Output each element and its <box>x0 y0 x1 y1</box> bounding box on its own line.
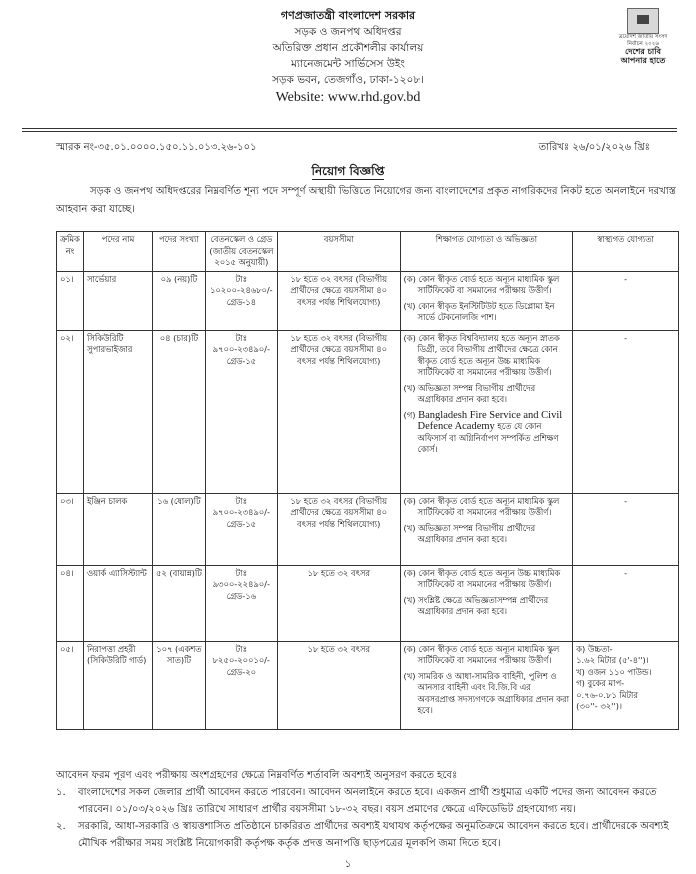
letterhead <box>0 8 696 107</box>
cell-scale: টাঃ ১০২০০-২৪৬৮০/- গ্রেড-১৪ <box>205 271 277 330</box>
cell-count: ১৬ (ষোল)টি <box>152 493 205 565</box>
cell-qualification <box>400 641 573 729</box>
qualification-item <box>404 410 570 456</box>
condition-text: বাংলাদেশের সকল জেলার প্রার্থী আবেদন করতে পারবেন। আবেদন অনলাইনে করতে হবে। একজন প্রার্থী শুধুমাত্র একটি পদের জন্য আবেদন করতে পারবেন। ০১/০৩/২০২৬ খ্রিঃ তারিখে সাধারণ প্রার্থীর বয়সসীমা ১৮-৩২ বছর। বয়স প্রমাণের ক্ষেত্রে এফিডেভিট গ্রহণযোগ্য নয়। <box>78 787 657 815</box>
health-line: গ) বুকের মাপ- <box>576 678 625 688</box>
cell-scale: টাঃ ৯৭০০-২৩৪৯০/- গ্রেড-১৫ <box>205 330 277 493</box>
cell-serial: ০৩। <box>57 493 84 565</box>
cell-age: ১৮ হতে ৩২ বৎসর (বিভাগীয় প্রার্থীদের ক্ষেত্রে বয়সসীমা ৪০ বৎসর পর্যন্ত শিথিলযোগ্য) <box>277 493 400 565</box>
condition-text: সরকারি, আধা-সরকারি ও স্বায়ত্তশাসিত প্রতিষ্ঠানে চাকরিরত প্রার্থীদের অবশ্যই যথাযথ কর্তৃপক্ষের অনুমতিক্রমে আবেদন করতে হবে। প্রার্থীদেরকে অবশ্যই মৌখিক পরীক্ষার সময় সংশ্লিষ্ট নিয়োগকারী কর্তৃপক্ষ কর্তৃক প্রদত্ত অনাপত্তি ছাড়পত্রের মূলকপি জমা দিতে হবে। <box>78 821 669 849</box>
qualification-item: (খ) সামরিক ও আধা-সামরিক বাহিনী, পুলিশ ও আনসার বাহিনী এবং বি.জি.বি এর অবসরপ্রাপ্ত সদস্যগণকে অগ্রাধিকার প্রদান করা হবে। <box>403 670 569 715</box>
cell-count: ১০৭ (একশত সাত)টি <box>152 641 205 729</box>
vacancy-table <box>56 231 679 730</box>
cell-qualification <box>400 493 573 565</box>
cell-count: ৫২ (বায়ান্ন)টি <box>152 565 205 641</box>
cell-serial: ০৫। <box>57 641 84 729</box>
cell-age: ১৮ হতে ৩২ বৎসর (বিভাগীয় প্রার্থীদের ক্ষেত্রে বয়সসীমা ৪০ বৎসর পর্যন্ত শিথিলযোগ্য) <box>277 330 400 493</box>
cell-count: ০৯ (নয়)টি <box>152 271 205 330</box>
qualification-item: (ক) কোন স্বীকৃত বোর্ড হতে অন্যূন মাধ্যমিক স্কুল সার্টিফিকেট বা সমমানের পরীক্ষায় উত্তীর্ণ। <box>403 273 560 295</box>
cell-count: ০৪ (চার)টি <box>152 330 205 493</box>
cell-post: সিকিউরিটি সুপারভাইজার <box>83 330 152 493</box>
qualification-item: (ক) কোন স্বীকৃত বোর্ড হতে অন্যূন উচ্চ মাধ্যমিক সার্টিফিকেট বা সমমানের পরীক্ষায় উত্তীর্ণ। <box>403 567 561 589</box>
cell-health: - <box>573 493 679 565</box>
memo-number: স্মারক নং-৩৫.০১.০০০০.১৫০.১১.০১৩.২৬-১০১ <box>56 142 257 153</box>
qualification-prefix: (গ) <box>403 409 419 420</box>
notice-title <box>0 163 696 183</box>
conditions-section <box>56 767 680 852</box>
header-health: স্বাস্থ্যগত যোগ্যতা <box>573 232 679 272</box>
cell-post: নিরাপত্তা প্রহরী (সিকিউরিটি গার্ড) <box>83 641 152 729</box>
cell-health: - <box>573 330 679 493</box>
condition-number: ২. <box>56 821 66 832</box>
header-scale: বেতনস্কেল ও গ্রেড (জাতীয় বেতনস্কেল ২০১৫ অনুযায়ী) <box>205 232 277 272</box>
condition-item <box>56 818 680 852</box>
website-text: Website: www.rhd.gov.bd <box>275 90 421 105</box>
table-row <box>57 330 679 493</box>
qualification-item: (ক) কোন স্বীকৃত বিশ্ববিদ্যালয় হতে অন্যূন স্নাতক ডিগ্রী, তবে বিভাগীয় প্রার্থীদের ক্ষেত্রে কোন স্বীকৃত বোর্ড হতে অন্যূন উচ্চ মাধ্যমিক সার্টিফিকেট বা সমমানের পরীক্ষায় উত্তীর্ণ। <box>403 332 560 377</box>
memo-date: তারিখঃ ২৬/০১/২০২৬ খ্রিঃ <box>538 142 650 153</box>
header-divider <box>22 128 677 129</box>
qualification-item: (ক) কোন স্বীকৃত বোর্ড হতে অন্যূন মাধ্যমিক স্কুল সার্টিফিকেট বা সমমানের পরীক্ষায় উত্তীর্ণ। <box>403 495 560 517</box>
health-line: ক) উচ্চতা- <box>576 643 613 654</box>
qualification-item: (খ) কোন স্বীকৃত ইনস্টিটিউট হতে ডিপ্লোমা ইন সার্ভে টেকনোলজি পাশ। <box>403 300 555 322</box>
cell-qualification <box>400 330 573 493</box>
cell-post: ওয়ার্ক এ্যাসিস্ট্যান্ট <box>83 565 152 641</box>
academy-name: Bangladesh Fire Service and Civil Defence Academy <box>417 409 563 432</box>
table-row <box>57 565 679 641</box>
govt-name: গণপ্রজাতন্ত্রী বাংলাদেশ সরকার <box>280 9 416 22</box>
wing-name: ম্যানেজমেন্ট সার্ভিসেস উইং <box>291 58 405 70</box>
cell-serial: ০২। <box>57 330 84 493</box>
cell-serial: ০৪। <box>57 565 84 641</box>
qualification-item: (ক) কোন স্বীকৃত বোর্ড হতে অন্যূন মাধ্যমিক স্কুল সার্টিফিকেট বা সমমানের পরীক্ষায় উত্তীর্ণ। <box>403 643 560 665</box>
health-line: ১.৬২ মিটার (৫'-৪'')। <box>576 655 649 665</box>
qualification-item: (খ) অভিজ্ঞতা সম্পন্ন বিভাগীয় প্রার্থীদের অগ্রাধিকার প্রদান করা হবে। <box>403 522 536 544</box>
table-header-row <box>57 232 679 272</box>
election-logo <box>612 8 674 70</box>
intro-paragraph: সড়ক ও জনপথ অধিদপ্তরের নিম্নবর্ণিত শূন্য পদে সম্পূর্ণ অস্থায়ী ভিত্তিতে নিয়োগের জন্য বাংলাদেশের প্রকৃত নাগরিকদের নিকট হতে অনলাইনে দরখাস্ত আহবান করা যাচ্ছে। <box>56 186 676 215</box>
header-post: পদের নাম <box>83 232 152 272</box>
cell-age: ১৮ হতে ৩২ বৎসর <box>277 565 400 641</box>
qualification-item: (খ) অভিজ্ঞতা সম্পন্ন বিভাগীয় প্রার্থীদের অগ্রাধিকার প্রদান করা হবে। <box>403 382 536 404</box>
table-row <box>57 271 679 330</box>
health-line: ০.৭৬-০.৮১ মিটার <box>576 689 638 700</box>
cell-health: - <box>573 271 679 330</box>
cell-age: ১৮ হতে ৩২ বৎসর <box>277 641 400 729</box>
table-row <box>57 493 679 565</box>
header-qualification: শিক্ষাগত যোগ্যতা ও অভিজ্ঞতা <box>400 232 573 272</box>
page-number: ১ <box>344 859 352 870</box>
logo-election-text: ত্রয়োদশ জাতীয় সংসদ নির্বাচন ২০২৬ <box>618 34 668 47</box>
conditions-intro: আবেদন ফরম পূরণ এবং পরীক্ষায় অংশগ্রহণের ক্ষেত্রে নিম্নবর্ণিত শর্তাবলি অবশ্যই অনুসরণ করতে হবেঃ <box>56 770 458 781</box>
cell-qualification <box>400 271 573 330</box>
table-row <box>57 641 679 729</box>
office-name: অতিরিক্ত প্রধান প্রকৌশলীর কার্যালয় <box>272 42 424 54</box>
condition-number: ১. <box>56 787 66 798</box>
cell-age: ১৮ হতে ৩২ বৎসর (বিভাগীয় প্রার্থীদের ক্ষেত্রে বয়সসীমা ৪০ বৎসর পর্যন্ত শিথিলযোগ্য) <box>277 271 400 330</box>
header-divider-2 <box>22 131 677 132</box>
header-count: পদের সংখ্যা <box>152 232 205 272</box>
cell-scale: টাঃ ৯৭০০-২৩৪৯০/- গ্রেড-১৫ <box>205 493 277 565</box>
header-serial: ক্রমিক নং <box>57 232 84 272</box>
cell-health <box>573 641 679 729</box>
department-name: সড়ক ও জনপথ অধিদপ্তর <box>294 26 402 38</box>
cell-scale: টাঃ ৯৩০০-২২৪৯০/- গ্রেড-১৬ <box>205 565 277 641</box>
ballot-box-icon <box>627 8 659 34</box>
logo-slogan-line2: আপনার হাতে <box>620 56 666 65</box>
notice-title-text: নিয়োগ বিজ্ঞপ্তি <box>311 164 385 178</box>
logo-slogan-line1: দেশের চাবি <box>625 47 661 56</box>
cell-post: ইঞ্জিন চালক <box>83 493 152 565</box>
cell-qualification <box>400 565 573 641</box>
qualification-item: (খ) সংশ্লিষ্ট ক্ষেত্রে অভিজ্ঞতাসম্পন্ন প্রার্থীদের অগ্রাধিকার প্রদান করা হবে। <box>403 594 549 616</box>
cell-post: সার্ভেয়ার <box>83 271 152 330</box>
health-line: খ) ওজন ১১০ পাউন্ড। <box>576 666 652 677</box>
cell-health: - <box>573 565 679 641</box>
office-address: সড়ক ভবন, তেজগাঁও, ঢাকা-১২০৮। <box>272 74 424 86</box>
health-line: (৩০''- ৩২'')। <box>576 701 622 711</box>
condition-item <box>56 784 680 818</box>
cell-scale: টাঃ ৮২৫০-২০০১০/- গ্রেড-২০ <box>205 641 277 729</box>
cell-serial: ০১। <box>57 271 84 330</box>
header-age: বয়সসীমা <box>277 232 400 272</box>
qualification-suffix: হতে যে কোন অফিসার্স বা অগ্নিনির্বাপণ সম্পর্কিত প্রশিক্ষণ কোর্স। <box>417 421 559 454</box>
